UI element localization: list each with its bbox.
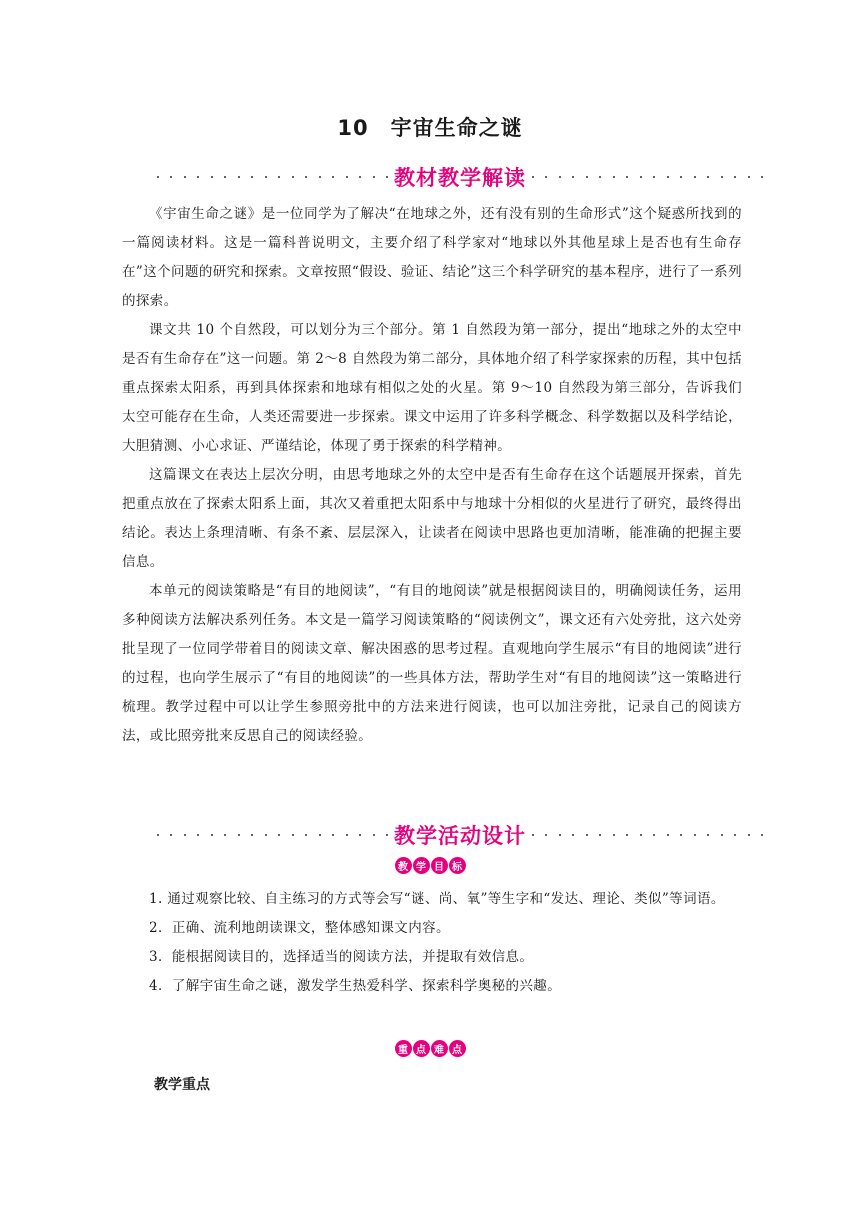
- divider-dot: [613, 834, 615, 836]
- badge-char: 教: [395, 857, 412, 874]
- paragraph: 这篇课文在表达上层次分明，由思考地球之外的太空中是否有生命存在这个话题展开探索，首先把重点放在了探索太阳系上面，其次又着重把太阳系中与地球十分相似的火星进行了研究，最终得出结论。表达上条理清晰、有条不紊、层层深入，让读者在阅读中思路也更加清晰，能准确的把握主要信息。: [122, 467, 742, 570]
- divider-dot: [761, 176, 763, 178]
- divider-dot: [748, 176, 750, 178]
- divider-dot: [332, 176, 334, 178]
- divider-dot: [238, 176, 240, 178]
- divider-dot: [251, 834, 253, 836]
- divider-dot: [170, 834, 172, 836]
- divider-dot: [640, 176, 642, 178]
- divider-dot: [157, 834, 159, 836]
- divider-dot: [170, 176, 172, 178]
- teaching-focus-heading: 教学重点: [154, 1077, 210, 1093]
- divider-dot: [640, 834, 642, 836]
- goal-item: 2．正确、流利地朗读课文，整体感知课文内容。: [149, 920, 450, 936]
- divider-dot: [545, 176, 547, 178]
- divider-dot: [346, 176, 348, 178]
- divider-dot: [346, 834, 348, 836]
- divider-dots-left: [155, 834, 390, 836]
- divider-dot: [238, 834, 240, 836]
- divider-dot: [224, 834, 226, 836]
- divider-dot: [572, 176, 574, 178]
- goals-badge: [0, 857, 860, 874]
- divider-dots-left: [155, 176, 390, 178]
- section-label-reading: 教材教学解读: [394, 166, 526, 190]
- reading-section-body: [122, 200, 742, 751]
- divider-dot: [359, 834, 361, 836]
- lesson-title: 10 宇宙生命之谜: [337, 116, 523, 140]
- divider-dot: [211, 176, 213, 178]
- divider-dot: [211, 834, 213, 836]
- divider-dot: [332, 834, 334, 836]
- divider-dot: [278, 176, 280, 178]
- divider-dot: [680, 176, 682, 178]
- badge-char: 目: [431, 857, 448, 874]
- divider-dot: [251, 176, 253, 178]
- divider-dot: [694, 834, 696, 836]
- divider-dot: [721, 176, 723, 178]
- divider-dot: [586, 176, 588, 178]
- divider-dot: [734, 176, 736, 178]
- divider-dot: [373, 834, 375, 836]
- divider-dot: [545, 834, 547, 836]
- divider-dot: [667, 834, 669, 836]
- divider-dot: [694, 176, 696, 178]
- divider-dot: [386, 834, 388, 836]
- divider-dot: [184, 834, 186, 836]
- divider-dot: [572, 834, 574, 836]
- divider-dot: [305, 834, 307, 836]
- goal-item: 4．了解宇宙生命之谜，激发学生热爱科学、探索科学奥秘的兴趣。: [149, 978, 562, 994]
- divider-dot: [197, 834, 199, 836]
- divider-dot: [653, 834, 655, 836]
- section-label-activity: 教学活动设计: [394, 824, 526, 848]
- badge-char: 点: [449, 1040, 466, 1057]
- divider-dot: [265, 834, 267, 836]
- paragraph: 《宇宙生命之谜》是一位同学为了解决“在地球之外，还有没有别的生命形式”这个疑惑所找到的一篇阅读材料。这是一篇科普说明文，主要介绍了科学家对“地球以外其他星球上是否也有生命存在”这个问题的研究和探索。文章按照“假设、验证、结论”这三个科学研究的基本程序，进行了一系列的探索。: [122, 206, 742, 309]
- divider-dot: [734, 834, 736, 836]
- badge-char: 重: [395, 1040, 412, 1057]
- divider-dot: [599, 834, 601, 836]
- divider-dot: [305, 176, 307, 178]
- section-divider-reading: [155, 162, 765, 192]
- divider-dot: [292, 176, 294, 178]
- divider-dot: [532, 834, 534, 836]
- divider-dot: [721, 834, 723, 836]
- divider-dot: [559, 834, 561, 836]
- badge-char: 学: [413, 857, 430, 874]
- divider-dot: [748, 834, 750, 836]
- goal-item: 3．能根据阅读目的，选择适当的阅读方法，并提取有效信息。: [149, 949, 534, 965]
- divider-dot: [559, 176, 561, 178]
- divider-dot: [157, 176, 159, 178]
- divider-dot: [707, 834, 709, 836]
- divider-dot: [184, 176, 186, 178]
- divider-dot: [265, 176, 267, 178]
- badge-char: 难: [431, 1040, 448, 1057]
- divider-dot: [613, 176, 615, 178]
- goal-item: 1. 通过观察比较、自主练习的方式等会写“谜、尚、氧”等生字和“发达、理论、类似”等词语。: [149, 891, 725, 907]
- focus-badge: [0, 1040, 860, 1057]
- divider-dot: [653, 176, 655, 178]
- paragraph: 本单元的阅读策略是“有目的地阅读”，“有目的地阅读”就是根据阅读目的，明确阅读任务，运用多种阅读方法解决系列任务。本文是一篇学习阅读策略的“阅读例文”，课文还有六处旁批，这六处旁批呈现了一位同学带着目的阅读文章、解决困惑的思考过程。直观地向学生展示“有目的地阅读”进行的过程，也向学生展示了“有目的地阅读”的一些具体方法，帮助学生对“有目的地阅读”这一策略进行梳理。教学过程中可以让学生参照旁批中的方法来进行阅读，也可以加注旁批，记录自己的阅读方法，或比照旁批来反思自己的阅读经验。: [122, 583, 742, 744]
- divider-dot: [224, 176, 226, 178]
- divider-dot: [319, 834, 321, 836]
- divider-dot: [626, 176, 628, 178]
- divider-dot: [599, 176, 601, 178]
- divider-dot: [532, 176, 534, 178]
- divider-dot: [278, 834, 280, 836]
- divider-dots-right: [530, 834, 765, 836]
- divider-dots-right: [530, 176, 765, 178]
- section-divider-activity: [155, 820, 765, 850]
- paragraph: 课文共 10 个自然段，可以划分为三个部分。第 1 自然段为第一部分，提出“地球之外的太空中是否有生命存在”这一问题。第 2～8 自然段为第二部分，具体地介绍了科学家探索的历程，其中包括重点探索太阳系，再到具体探索和地球有相似之处的火星。第 9～10 自然段为第三部分，告诉我们太空可能存在生命，人类还需要进一步探索。课文中运用了许多科学概念、科学数据以及科学结论，大胆猜测、小心求证、严谨结论，体现了勇于探索的科学精神。: [122, 322, 742, 454]
- divider-dot: [386, 176, 388, 178]
- divider-dot: [359, 176, 361, 178]
- divider-dot: [761, 834, 763, 836]
- divider-dot: [197, 176, 199, 178]
- badge-char: 标: [449, 857, 466, 874]
- divider-dot: [626, 834, 628, 836]
- badge-char: 点: [413, 1040, 430, 1057]
- divider-dot: [292, 834, 294, 836]
- divider-dot: [680, 834, 682, 836]
- divider-dot: [586, 834, 588, 836]
- divider-dot: [373, 176, 375, 178]
- divider-dot: [707, 176, 709, 178]
- goals-list: [122, 885, 742, 1001]
- divider-dot: [667, 176, 669, 178]
- divider-dot: [319, 176, 321, 178]
